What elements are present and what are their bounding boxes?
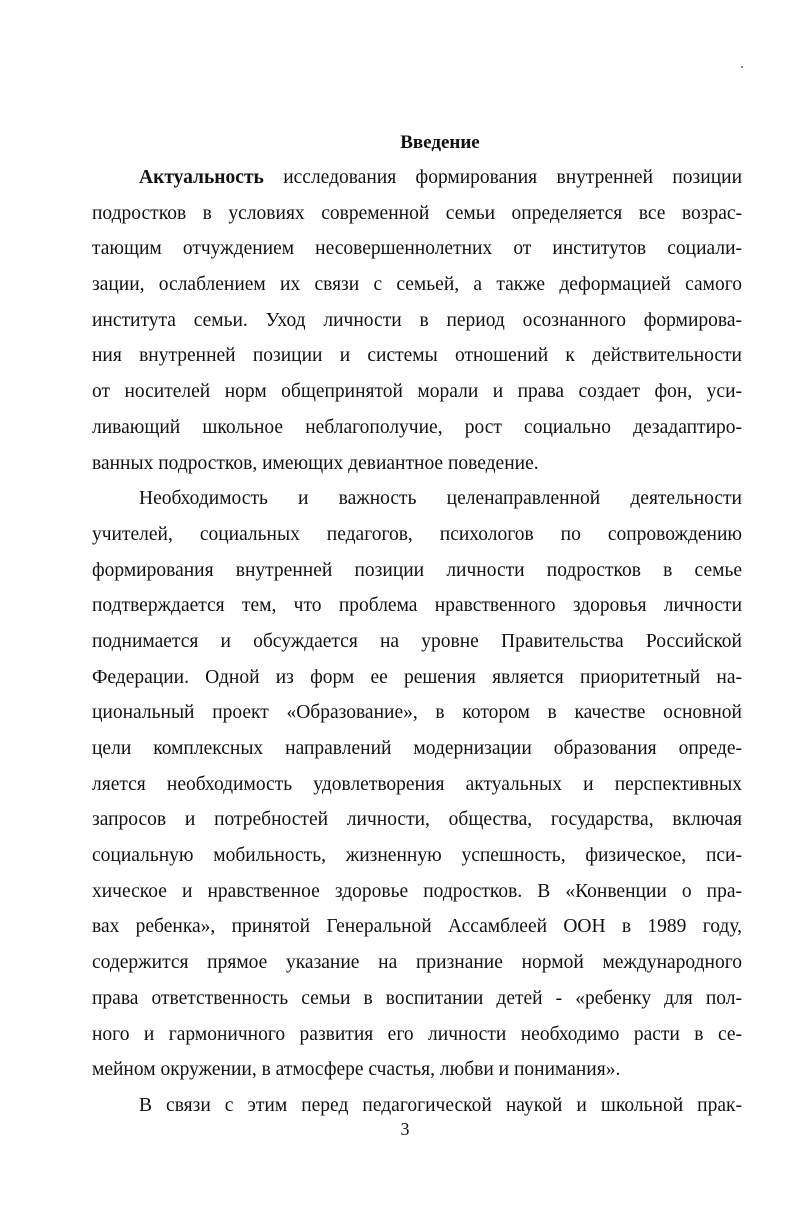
paragraph-1-line-1-text: исследования формирования внутренней позиции <box>263 167 742 188</box>
paragraph-1-line-4: зации, ослаблением их связи с семьей, а также деформацией самого <box>92 274 742 296</box>
paragraph-2-line-7: циональный проект «Образование», в котором в качестве основной <box>92 702 742 724</box>
paragraph-2-line-5: поднимается и обсуждается на уровне Правительства Российской <box>92 630 742 652</box>
paragraph-2-line-10: запросов и потребностей личности, общества, государства, включая <box>92 809 742 831</box>
page-number: 3 <box>400 1119 410 1139</box>
paragraph-2-line-9: ляется необходимость удовлетворения актуальных и перспективных <box>92 773 742 795</box>
paragraph-3-line-1: В связи с этим перед педагогической наукой и школьной прак- <box>139 1094 742 1116</box>
section-title: Введение <box>400 132 480 153</box>
paragraph-1-line-9: ванных подростков, имеющих девиантное поведение. <box>92 452 539 474</box>
paragraph-2-line-3: формирования внутренней позиции личности подростков в семье <box>92 559 742 581</box>
paragraph-1-line-3: тающим отчуждением несовершеннолетних от институтов социали- <box>92 238 742 260</box>
paragraph-2-line-14: содержится прямое указание на признание нормой международного <box>92 952 742 974</box>
scan-speck <box>741 66 743 68</box>
paragraph-2-line-6: Федерации. Одной из форм ее решения является приоритетный на- <box>92 666 742 688</box>
paragraph-2-line-4: подтверждается тем, что проблема нравственного здоровья личности <box>92 595 742 617</box>
paragraph-2-line-16: ного и гармоничного развития его личности необходимо расти в се- <box>92 1023 742 1045</box>
paragraph-1-line-5: института семьи. Уход личности в период осознанного формирова- <box>92 309 742 331</box>
paragraph-1-line-2: подростков в условиях современной семьи определяется все возрас- <box>92 202 742 224</box>
paragraph-2-line-1: Необходимость и важность целенаправленной деятельности <box>139 488 742 510</box>
paragraph-1-line-1 <box>92 160 742 196</box>
paragraph-1-line-7: от носителей норм общепринятой морали и права создает фон, уси- <box>92 381 742 403</box>
relevance-lead-word: Актуальность <box>139 167 264 188</box>
paragraph-2-line-12: хическое и нравственное здоровье подростков. В «Конвенции о пра- <box>92 880 742 902</box>
paragraph-2-line-13: вах ребенка», принятой Генеральной Ассамблеей ООН в 1989 году, <box>92 916 742 938</box>
paragraph-2-line-2: учителей, социальных педагогов, психологов по сопровождению <box>92 523 742 545</box>
body-text <box>92 160 742 1124</box>
paragraph-1-line-8: ливающий школьное неблагополучие, рост социально дезадаптиро- <box>92 416 742 438</box>
paragraph-2-line-17: мейном окружении, в атмосфере счастья, любви и понимания». <box>92 1059 621 1081</box>
paragraph-2-line-11: социальную мобильность, жизненную успешность, физическое, пси- <box>92 845 742 867</box>
paragraph-2-line-15: права ответственность семьи в воспитании детей - «ребенку для пол- <box>92 987 742 1009</box>
paragraph-1-line-6: ния внутренней позиции и системы отношений к действительности <box>92 345 742 367</box>
paragraph-2-line-8: цели комплексных направлений модернизации образования опреде- <box>92 738 742 759</box>
